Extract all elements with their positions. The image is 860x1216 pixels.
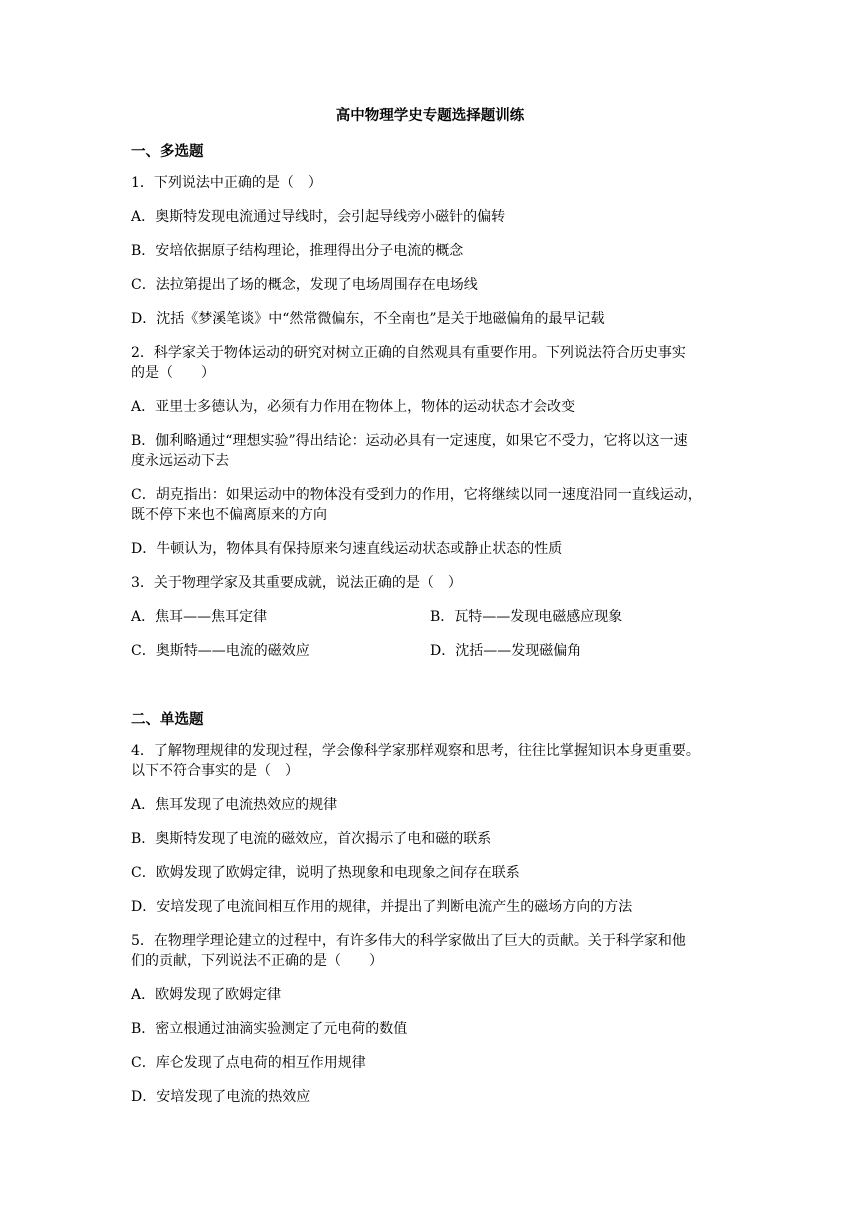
question-5-option-d: D．安培发现了电流的热效应 (131, 1089, 311, 1105)
question-4-option-c: C．欧姆发现了欧姆定律，说明了热现象和电现象之间存在联系 (131, 865, 520, 881)
question-2-option-a: A．亚里士多德认为，必须有力作用在物体上，物体的运动状态才会改变 (131, 399, 576, 415)
question-3-option-a: A．焦耳——焦耳定律 (131, 609, 268, 625)
question-4-option-a: A．焦耳发现了电流热效应的规律 (131, 797, 338, 813)
question-2-option-b-line-2: 度永远运动下去 (131, 453, 229, 469)
question-5-stem-line-1: 5．在物理学理论建立的过程中，有许多伟大的科学家做出了巨大的贡献。关于科学家和他 (131, 933, 686, 949)
question-5-option-a: A．欧姆发现了欧姆定律 (131, 987, 282, 1003)
question-3-option-b: B．瓦特——发现电磁感应现象 (430, 609, 623, 625)
question-5-option-b: B．密立根通过油滴实验测定了元电荷的数值 (131, 1021, 408, 1037)
question-3-option-c: C．奥斯特——电流的磁效应 (131, 643, 310, 659)
question-4-option-d: D．安培发现了电流间相互作用的规律，并提出了判断电流产生的磁场方向的方法 (131, 899, 633, 915)
question-2-option-c-line-2: 既不停下来也不偏离原来的方向 (131, 507, 327, 523)
question-2-option-b-line-1: B．伽利略通过“理想实验”得出结论：运动必具有一定速度，如果它不受力，它将以这一速 (131, 433, 688, 449)
question-4-stem-line-1: 4．了解物理规律的发现过程，学会像科学家那样观察和思考，往往比掌握知识本身更重要。 (131, 743, 700, 759)
question-1-option-a: A．奥斯特发现电流通过导线时，会引起导线旁小磁针的偏转 (131, 209, 506, 225)
document-title: 高中物理学史专题选择题训练 (335, 107, 525, 124)
question-1-option-b: B．安培依据原子结构理论，推理得出分子电流的概念 (131, 243, 464, 259)
question-3-option-d: D．沈括——发现磁偏角 (430, 643, 582, 659)
question-1-option-d: D．沈括《梦溪笔谈》中“然常微偏东，不全南也”是关于地磁偏角的最早记载 (131, 311, 605, 327)
question-5-option-c: C．库仑发现了点电荷的相互作用规律 (131, 1055, 366, 1071)
question-2-stem-line-1: 2．科学家关于物体运动的研究对树立正确的自然观具有重要作用。下列说法符合历史事实 (131, 345, 686, 361)
question-4-stem-line-2: 以下不符合事实的是（ ） (131, 763, 299, 779)
question-2-stem-line-2: 的是（ ） (131, 365, 215, 381)
question-2-option-c-line-1: C．胡克指出：如果运动中的物体没有受到力的作用，它将继续以同一速度沿同一直线运动， (131, 487, 702, 503)
question-2-option-d: D．牛顿认为，物体具有保持原来匀速直线运动状态或静止状态的性质 (131, 541, 563, 557)
question-3-stem: 3．关于物理学家及其重要成就，说法正确的是（ ） (131, 575, 462, 591)
question-5-stem-line-2: 们的贡献，下列说法不正确的是（ ） (131, 953, 383, 969)
question-1-option-c: C．法拉第提出了场的概念，发现了电场周围存在电场线 (131, 277, 478, 293)
question-4-option-b: B．奥斯特发现了电流的磁效应，首次揭示了电和磁的联系 (131, 831, 492, 847)
question-1-stem: 1．下列说法中正确的是（ ） (131, 175, 322, 191)
section-heading-multiple-choice: 一、多选题 (131, 143, 204, 160)
section-heading-single-choice: 二、单选题 (131, 711, 204, 728)
